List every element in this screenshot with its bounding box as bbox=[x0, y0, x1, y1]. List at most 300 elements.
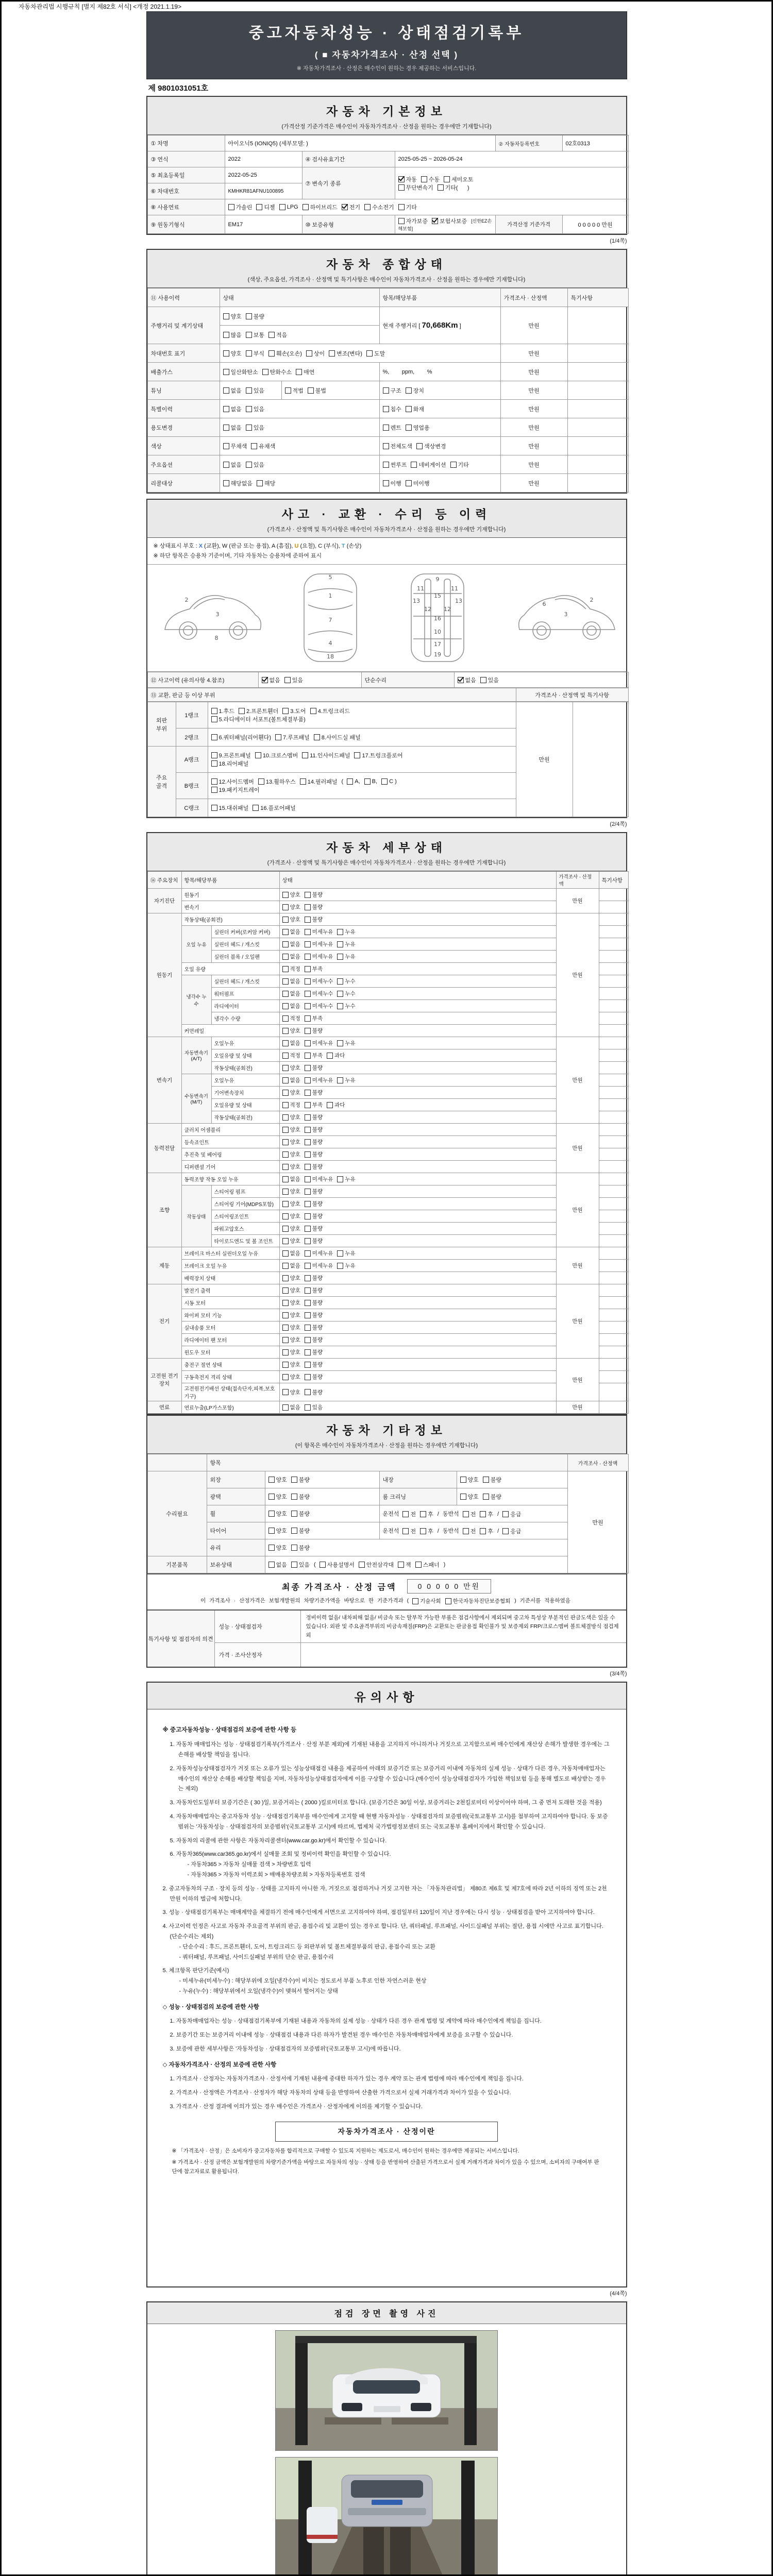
detail-price: 만원 bbox=[556, 1359, 599, 1401]
checkbox-양호[interactable] bbox=[282, 1336, 300, 1344]
checkbox-기타( )[interactable] bbox=[438, 183, 469, 192]
checkbox-해당없음[interactable] bbox=[223, 479, 253, 487]
checkbox-label: 없음 bbox=[290, 1040, 300, 1047]
checkbox-무채색[interactable] bbox=[223, 442, 247, 450]
checkbox-box bbox=[305, 1189, 311, 1195]
value-reg-no: 02호0313 bbox=[562, 135, 628, 151]
section-etc-info bbox=[146, 1415, 627, 1668]
checkbox-box bbox=[306, 350, 312, 357]
checkbox-불량[interactable] bbox=[291, 1476, 310, 1484]
checkbox-미세누유[interactable] bbox=[305, 940, 333, 948]
checkbox-누유[interactable] bbox=[337, 953, 355, 960]
checkbox-box bbox=[223, 425, 229, 431]
detail-status bbox=[279, 1309, 556, 1321]
checkbox-양호[interactable] bbox=[282, 1225, 300, 1232]
checkbox-양호[interactable] bbox=[268, 1476, 287, 1484]
checkbox-box bbox=[354, 752, 360, 758]
checkbox-부족[interactable] bbox=[305, 965, 323, 973]
page-marker-1: (1/4쪽) bbox=[610, 238, 627, 244]
detail-price: 만원 bbox=[556, 1124, 599, 1173]
checkbox-영업용[interactable] bbox=[406, 423, 430, 432]
checkbox-box bbox=[211, 734, 217, 740]
checkbox-과다[interactable] bbox=[327, 1101, 345, 1109]
checkbox-양호[interactable] bbox=[282, 1113, 300, 1121]
inline-text: · bbox=[233, 1598, 238, 1604]
comprehensive-subtitle: (색상, 주요옵션, 가격조사 · 산정액 및 특기사항은 매수인이 자동차가격조사 · 산정을 원하는 경우에만 기재합니다) bbox=[247, 277, 526, 283]
checkbox-장치[interactable] bbox=[406, 386, 424, 395]
checkbox-box bbox=[275, 734, 281, 740]
notice-item: 2. 보증기간 또는 보증거리 이내에 성능 · 상태점검 내용과 다른 하자가 발견된 경우 매수인은 자동차매매업자에게 보증을 요구할 수 있습니다. bbox=[170, 2032, 513, 2039]
checkbox-box bbox=[402, 1528, 409, 1534]
checkbox-17.트렁크플로어[interactable] bbox=[354, 751, 402, 759]
checkbox-적정[interactable] bbox=[282, 1052, 300, 1059]
checkbox-19.패키지트레이[interactable] bbox=[211, 786, 260, 794]
checkbox-전기[interactable] bbox=[342, 203, 360, 211]
checkbox-label: 훼손(오손) bbox=[276, 350, 302, 357]
checkbox-후[interactable] bbox=[480, 1510, 493, 1518]
checkbox-전[interactable] bbox=[402, 1527, 416, 1535]
checkbox-누수[interactable] bbox=[337, 990, 355, 997]
checkbox-불량[interactable] bbox=[305, 1113, 323, 1121]
checkbox-불량[interactable] bbox=[305, 916, 323, 923]
checkbox-box bbox=[268, 1562, 275, 1568]
checkbox-없음[interactable] bbox=[282, 1403, 300, 1411]
checkbox-7.루프패널[interactable] bbox=[275, 733, 310, 741]
checkbox-일산화탄소[interactable] bbox=[223, 368, 258, 376]
checkbox-누유[interactable] bbox=[337, 940, 355, 948]
checkbox-적법[interactable] bbox=[285, 386, 304, 395]
checkbox-양호[interactable] bbox=[268, 1544, 287, 1552]
checkbox-불량[interactable] bbox=[305, 1373, 323, 1381]
checkbox-18.리어패널[interactable] bbox=[211, 759, 249, 768]
checkbox-불량[interactable] bbox=[305, 1324, 323, 1331]
checkbox-없음[interactable] bbox=[223, 461, 242, 469]
checkbox-적정[interactable] bbox=[282, 1014, 300, 1022]
checkbox-B,[interactable] bbox=[364, 778, 377, 785]
checkbox-box bbox=[282, 1238, 289, 1244]
checkbox-미세누수[interactable] bbox=[305, 977, 333, 985]
detail-status bbox=[279, 951, 556, 963]
checkbox-양호[interactable] bbox=[282, 1212, 300, 1220]
checkbox-box bbox=[305, 1374, 311, 1380]
checkbox-침수[interactable] bbox=[383, 405, 401, 413]
checkbox-box bbox=[282, 1139, 289, 1145]
checkbox-양호[interactable] bbox=[282, 891, 300, 899]
checkbox-색상변경[interactable] bbox=[416, 442, 446, 450]
label-tire: 타이어 bbox=[207, 1522, 265, 1539]
checkbox-훼손(오손)[interactable] bbox=[268, 349, 302, 358]
checkbox-14.필러패널[interactable] bbox=[300, 777, 338, 786]
detail-item: 스티어링 기어(MDPS포함) bbox=[211, 1198, 279, 1210]
checkbox-있음[interactable] bbox=[291, 1561, 310, 1569]
inline-text: ) bbox=[514, 1598, 518, 1604]
detail-item: 클러치 어셈블리 bbox=[181, 1124, 279, 1136]
checkbox-없음[interactable] bbox=[282, 1076, 300, 1084]
checkbox-불량[interactable] bbox=[305, 1200, 323, 1208]
checkbox-양호[interactable] bbox=[282, 1311, 300, 1319]
detail-note bbox=[599, 1260, 628, 1272]
price-assessor-comment bbox=[301, 1643, 626, 1667]
checkbox-label: 양호 bbox=[290, 1238, 300, 1245]
checkbox-4.트렁크리드[interactable] bbox=[310, 707, 350, 715]
detail-row bbox=[147, 1359, 628, 1371]
checkbox-미이행[interactable] bbox=[406, 479, 430, 487]
checkbox-없음[interactable] bbox=[268, 1561, 287, 1569]
checkbox-한국자동차진단보증협회[interactable] bbox=[445, 1597, 511, 1605]
device-group: 전기 bbox=[147, 1284, 181, 1359]
checkbox-box bbox=[291, 1511, 297, 1517]
checkbox-양호[interactable] bbox=[282, 1274, 300, 1282]
checkbox-누유[interactable] bbox=[337, 1039, 355, 1047]
checkbox-불량[interactable] bbox=[291, 1544, 310, 1552]
checkbox-있음[interactable] bbox=[246, 423, 264, 432]
checkbox-8.사이드실 패널[interactable] bbox=[314, 733, 361, 741]
checkbox-label: 이행 bbox=[390, 480, 401, 487]
checkbox-후[interactable] bbox=[420, 1527, 433, 1535]
checkbox-불량[interactable] bbox=[291, 1527, 310, 1535]
checkbox-부족[interactable] bbox=[305, 1101, 323, 1109]
label-price-assessor: 가격 · 조사산정자 bbox=[215, 1643, 301, 1667]
checkbox-box bbox=[282, 1362, 289, 1368]
checkbox-11.인사이드패널[interactable] bbox=[302, 751, 350, 759]
checkbox-있음[interactable] bbox=[284, 676, 303, 684]
checkbox-불량[interactable] bbox=[305, 1286, 323, 1294]
checkbox-후[interactable] bbox=[420, 1510, 433, 1518]
checkbox-미세누유[interactable] bbox=[305, 928, 333, 936]
notice-item: 2. 중고자동차의 구조 · 장치 등의 성능 · 상태를 고지하지 아니한 자, 거짓으로 점검하거나 거짓 고지한 자는 「자동차관리법」 제80조 제6호 및 제7호에 따라 2년 이하의 징역 또는 2천만원 이하의 벌금에 처합니다. bbox=[162, 1885, 607, 1902]
checkbox-자동[interactable] bbox=[398, 175, 417, 183]
checkbox-A,[interactable] bbox=[347, 778, 360, 785]
checkbox-2.프론트휀더[interactable] bbox=[239, 707, 278, 715]
checkbox-응급[interactable] bbox=[502, 1527, 521, 1535]
detail-row bbox=[147, 1124, 628, 1136]
checkbox-양호[interactable] bbox=[282, 1286, 300, 1294]
checkbox-양호[interactable] bbox=[282, 916, 300, 923]
comp-part bbox=[379, 363, 500, 381]
checkbox-없음[interactable] bbox=[223, 423, 242, 432]
checkbox-불량[interactable] bbox=[305, 903, 323, 911]
checkbox-양호[interactable] bbox=[282, 1126, 300, 1133]
checkbox-box bbox=[398, 176, 405, 182]
checkbox-12.사이드멤버[interactable] bbox=[211, 777, 254, 786]
checkbox-label: 양호 bbox=[290, 904, 300, 911]
checkbox-15.대쉬패널[interactable] bbox=[211, 804, 249, 812]
checkbox-불량[interactable] bbox=[305, 1163, 323, 1171]
checkbox-스패너[interactable] bbox=[415, 1561, 440, 1569]
checkbox-label: 14.필러패널 bbox=[307, 779, 338, 786]
checkbox-전[interactable] bbox=[463, 1510, 476, 1518]
checkbox-양호[interactable] bbox=[282, 1388, 300, 1396]
checkbox-미세누유[interactable] bbox=[305, 1249, 333, 1257]
checkbox-있음[interactable] bbox=[246, 386, 264, 395]
checkbox-불량[interactable] bbox=[483, 1493, 501, 1501]
inline-text: 동반석 bbox=[442, 1511, 461, 1517]
checkbox-양호[interactable] bbox=[268, 1493, 287, 1501]
legend-mark: X bbox=[198, 543, 203, 549]
checkbox-과다[interactable] bbox=[327, 1052, 345, 1059]
checkbox-안전삼각대[interactable] bbox=[359, 1561, 394, 1569]
checkbox-불량[interactable] bbox=[305, 1212, 323, 1220]
checkbox-도말[interactable] bbox=[366, 349, 385, 358]
legend-line-2: ※ 하단 항목은 승용차 기준이며, 기타 자동차는 승용차에 준하여 표시 bbox=[153, 552, 322, 559]
checkbox-1.후드[interactable] bbox=[211, 707, 234, 715]
checkbox-유채색[interactable] bbox=[251, 442, 275, 450]
checkbox-10.크로스멤버[interactable] bbox=[255, 751, 298, 759]
checkbox-부식[interactable] bbox=[246, 349, 264, 358]
checkbox-없음[interactable] bbox=[282, 977, 300, 985]
checkbox-LPG[interactable] bbox=[279, 204, 298, 210]
checkbox-13.휠하우스[interactable] bbox=[258, 777, 296, 786]
checkbox-양호[interactable] bbox=[282, 1373, 300, 1381]
checkbox-없음[interactable] bbox=[223, 386, 242, 395]
checkbox-구조[interactable] bbox=[383, 386, 401, 395]
detail-price: 만원 bbox=[556, 889, 599, 913]
checkbox-label: 불량 bbox=[312, 1114, 323, 1121]
checkbox-양호[interactable] bbox=[282, 1348, 300, 1356]
inline-text: / bbox=[497, 1528, 501, 1534]
checkbox-수소전기[interactable] bbox=[364, 203, 394, 211]
checkbox-있음[interactable] bbox=[246, 405, 264, 413]
checkbox-없음[interactable] bbox=[282, 1039, 300, 1047]
checkbox-불량[interactable] bbox=[305, 1064, 323, 1072]
checkbox-이행[interactable] bbox=[383, 479, 401, 487]
checkbox-불량[interactable] bbox=[305, 1138, 323, 1146]
checkbox-box bbox=[282, 966, 289, 972]
checkbox-label: 16.플로어패널 bbox=[260, 805, 296, 812]
checkbox-양호[interactable] bbox=[282, 1237, 300, 1245]
checkbox-6.쿼터패널(리어휀다)[interactable] bbox=[211, 733, 272, 741]
checkbox-보험사보증[interactable] bbox=[432, 217, 467, 225]
checkbox-불량[interactable] bbox=[305, 1274, 323, 1282]
checkbox-누수[interactable] bbox=[337, 977, 355, 985]
checkbox-양호[interactable] bbox=[282, 1138, 300, 1146]
checkbox-없음[interactable] bbox=[282, 990, 300, 997]
checkbox-매연[interactable] bbox=[296, 368, 314, 376]
checkbox-없음[interactable] bbox=[282, 1262, 300, 1269]
basic-info-band bbox=[147, 97, 626, 135]
checkbox-가솔린[interactable] bbox=[228, 203, 253, 211]
label-car-name: ① 차명 bbox=[147, 135, 225, 151]
checkbox-양호[interactable] bbox=[223, 312, 242, 320]
checkbox-양호[interactable] bbox=[460, 1493, 479, 1501]
value-base-price: 0 0 0 0 0 만원 bbox=[562, 215, 628, 234]
checkbox-불량[interactable] bbox=[305, 1027, 323, 1035]
checkbox-미세누유[interactable] bbox=[305, 1076, 333, 1084]
checkbox-불량[interactable] bbox=[305, 1237, 323, 1245]
checkbox-해당[interactable] bbox=[257, 479, 275, 487]
rank-items bbox=[208, 702, 516, 728]
checkbox-자가보증[interactable] bbox=[398, 217, 428, 225]
detail-note bbox=[599, 1284, 628, 1297]
checkbox-불량[interactable] bbox=[305, 1336, 323, 1344]
checkbox-전[interactable] bbox=[463, 1527, 476, 1535]
comp-price: 만원 bbox=[500, 363, 567, 381]
checkbox-불량[interactable] bbox=[305, 1126, 323, 1133]
document-header bbox=[146, 11, 627, 79]
checkbox-9.프론트패널[interactable] bbox=[211, 751, 251, 759]
checkbox-불량[interactable] bbox=[483, 1476, 501, 1484]
checkbox-누유[interactable] bbox=[337, 1262, 355, 1269]
checkbox-box bbox=[303, 204, 309, 210]
checkbox-불량[interactable] bbox=[305, 1311, 323, 1319]
checkbox-전체도색[interactable] bbox=[383, 442, 413, 450]
checkbox-미세누유[interactable] bbox=[305, 1175, 333, 1183]
checkbox-응급[interactable] bbox=[502, 1510, 521, 1518]
checkbox-양호[interactable] bbox=[282, 1163, 300, 1171]
checkbox-전[interactable] bbox=[402, 1510, 416, 1518]
detail-row bbox=[147, 1037, 628, 1049]
checkbox-label: 없음 bbox=[290, 1003, 300, 1010]
checkbox-box bbox=[305, 917, 311, 923]
checkbox-양호[interactable] bbox=[282, 1361, 300, 1368]
checkbox-없음[interactable] bbox=[282, 940, 300, 948]
checkbox-적정[interactable] bbox=[282, 965, 300, 973]
checkbox-렌트[interactable] bbox=[383, 423, 401, 432]
checkbox-양호[interactable] bbox=[282, 1150, 300, 1158]
checkbox-없음[interactable] bbox=[282, 953, 300, 960]
checkbox-있음[interactable] bbox=[480, 676, 499, 684]
rank-items bbox=[208, 747, 516, 773]
checkbox-label: 양호 bbox=[290, 1226, 300, 1232]
checkbox-썬루프[interactable] bbox=[383, 461, 407, 469]
checkbox-하이브리드[interactable] bbox=[303, 203, 338, 211]
checkbox-후[interactable] bbox=[480, 1527, 493, 1535]
checkbox-불량[interactable] bbox=[305, 1299, 323, 1307]
checkbox-box bbox=[282, 991, 289, 997]
checkbox-box bbox=[305, 1077, 311, 1083]
checkbox-양호[interactable] bbox=[460, 1476, 479, 1484]
checkbox-잭[interactable] bbox=[398, 1561, 411, 1569]
checkbox-label: 불량 bbox=[312, 1238, 323, 1245]
checkbox-box bbox=[314, 734, 320, 740]
checkbox-box bbox=[268, 1528, 275, 1534]
checkbox-불량[interactable] bbox=[291, 1510, 310, 1518]
checkbox-box bbox=[305, 1362, 311, 1368]
notice-item: 1. 자동차 매매업자는 성능 · 상태점검기록부(가격조사 · 산정 부분 제외)에 기재된 내용을 고지하지 아니하거나 거짓으로 고지함으로써 매수인에게 재산상 손해가 발생한 경우에는 그 손해를 배상할 책임을 집니다. bbox=[170, 1741, 610, 1758]
checkbox-없음[interactable] bbox=[282, 1175, 300, 1183]
checkbox-불량[interactable] bbox=[305, 1089, 323, 1096]
checkbox-누유[interactable] bbox=[337, 1076, 355, 1084]
checkbox-미세누유[interactable] bbox=[305, 1262, 333, 1269]
checkbox-양호[interactable] bbox=[282, 1064, 300, 1072]
checkbox-label: 불량 bbox=[312, 1164, 323, 1171]
checkbox-누수[interactable] bbox=[337, 1002, 355, 1010]
checkbox-사용설명서[interactable] bbox=[320, 1561, 355, 1569]
checkbox-디젤[interactable] bbox=[256, 203, 275, 211]
notice-item: 1. 자동차매매업자는 성능 · 상태점검기록부에 기재된 내용과 자동차의 실제 성능 · 상태가 다른 경우 관계 법령 및 계약에 따라 매수인에게 책임을 집니다. bbox=[170, 2018, 542, 2025]
checkbox-기술사회[interactable] bbox=[412, 1597, 441, 1605]
accident-title: 사고 · 교환 · 수리 등 이력 bbox=[281, 507, 492, 521]
checkbox-탄화수소[interactable] bbox=[262, 368, 292, 376]
checkbox-label: 미세누수 bbox=[312, 1003, 333, 1010]
checkbox-box bbox=[305, 1226, 311, 1232]
checkbox-네비게이션[interactable] bbox=[411, 461, 446, 469]
checkbox-없음[interactable] bbox=[223, 405, 242, 413]
checkbox-미세누수[interactable] bbox=[305, 990, 333, 997]
detail-note bbox=[599, 1049, 628, 1062]
checkbox-양호[interactable] bbox=[282, 1089, 300, 1096]
checkbox-무단변속기[interactable] bbox=[398, 183, 433, 192]
checkbox-box bbox=[364, 204, 371, 210]
checkbox-box bbox=[502, 1511, 509, 1517]
checkbox-5.라디에이터 서포트(볼트체결부품)[interactable] bbox=[211, 715, 306, 723]
comp-row bbox=[147, 307, 628, 326]
checkbox-수동[interactable] bbox=[421, 175, 440, 183]
checkbox-불량[interactable] bbox=[305, 1348, 323, 1356]
checkbox-label: 누유 bbox=[345, 1176, 356, 1183]
checkbox-불량[interactable] bbox=[305, 1361, 323, 1368]
checkbox-불량[interactable] bbox=[305, 891, 323, 899]
checkbox-label: 전 bbox=[470, 1511, 476, 1518]
checkbox-불량[interactable] bbox=[305, 1150, 323, 1158]
checkbox-많음[interactable] bbox=[223, 331, 242, 339]
checkbox-있음[interactable] bbox=[246, 461, 264, 469]
checkbox-불량[interactable] bbox=[305, 1225, 323, 1232]
checkbox-없음[interactable] bbox=[282, 1002, 300, 1010]
checkbox-양호[interactable] bbox=[268, 1527, 287, 1535]
checkbox-누유[interactable] bbox=[337, 928, 355, 936]
checkbox-적음[interactable] bbox=[268, 331, 287, 339]
checkbox-불량[interactable] bbox=[305, 1188, 323, 1195]
checkbox-양호[interactable] bbox=[282, 1299, 300, 1307]
checkbox-변조(변타)[interactable] bbox=[329, 349, 362, 358]
checkbox-부족[interactable] bbox=[305, 1052, 323, 1059]
device-group: 조향 bbox=[147, 1173, 181, 1247]
rank-items bbox=[208, 799, 516, 817]
checkbox-16.플로어패널[interactable] bbox=[253, 804, 295, 812]
checkbox-누유[interactable] bbox=[337, 1175, 355, 1183]
checkbox-label: 불량 bbox=[312, 1201, 323, 1208]
checkbox-양호[interactable] bbox=[282, 1027, 300, 1035]
checkbox-불량[interactable] bbox=[246, 312, 264, 320]
checkbox-box bbox=[305, 1312, 311, 1318]
comp-row bbox=[147, 363, 628, 381]
checkbox-상이[interactable] bbox=[306, 349, 325, 358]
checkbox-3.도어[interactable] bbox=[282, 707, 306, 715]
checkbox-불량[interactable] bbox=[305, 1388, 323, 1396]
checkbox-기타[interactable] bbox=[450, 461, 469, 469]
checkbox-기타[interactable] bbox=[398, 203, 417, 211]
checkbox-미세누유[interactable] bbox=[305, 1039, 333, 1047]
checkbox-없음[interactable] bbox=[282, 928, 300, 936]
checkbox-미세누수[interactable] bbox=[305, 1002, 333, 1010]
checkbox-양호[interactable] bbox=[268, 1510, 287, 1518]
checkbox-C )[interactable] bbox=[381, 778, 397, 785]
checkbox-양호[interactable] bbox=[282, 1324, 300, 1331]
checkbox-미세누유[interactable] bbox=[305, 953, 333, 960]
checkbox-양호[interactable] bbox=[282, 1200, 300, 1208]
checkbox-적정[interactable] bbox=[282, 1101, 300, 1109]
checkbox-세미오토[interactable] bbox=[444, 175, 474, 183]
checkbox-label: 없음 bbox=[290, 1176, 300, 1183]
checkbox-불량[interactable] bbox=[291, 1493, 310, 1501]
checkbox-label: 양호 bbox=[290, 1028, 300, 1035]
checkbox-label: 탄화수소 bbox=[270, 369, 292, 376]
checkbox-양호[interactable] bbox=[282, 1188, 300, 1195]
checkbox-있음[interactable] bbox=[305, 1403, 323, 1411]
checkbox-화재[interactable] bbox=[406, 405, 424, 413]
checkbox-양호[interactable] bbox=[223, 349, 242, 358]
notice-item: 5. 체크항목 판단기준(예시) - 미세누유(미세누수) : 해당부위에 오일(냉각수)이 비치는 정도로서 부품 노후로 인한 자연스러운 현상 - 누유(누수) : 해당부위에서 오일(냉각수)이 맺혀서 떨어지는 상태 bbox=[163, 1966, 611, 1996]
checkbox-없음[interactable] bbox=[282, 1249, 300, 1257]
checkbox-부족[interactable] bbox=[305, 1014, 323, 1022]
checkbox-양호[interactable] bbox=[282, 903, 300, 911]
checkbox-누유[interactable] bbox=[337, 1249, 355, 1257]
checkbox-불법[interactable] bbox=[308, 386, 326, 395]
checkbox-없음[interactable] bbox=[262, 676, 280, 684]
checkbox-보통[interactable] bbox=[246, 331, 264, 339]
checkbox-없음[interactable] bbox=[458, 676, 476, 684]
